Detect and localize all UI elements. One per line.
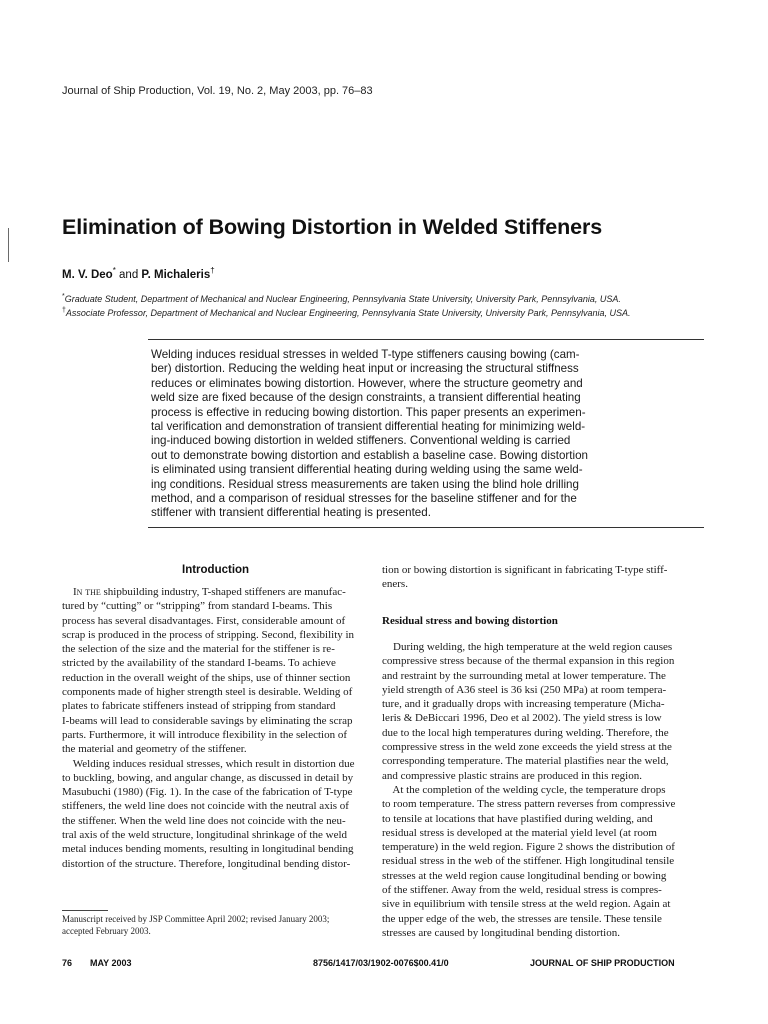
footer-article-code: 8756/1417/03/1902-0076$00.41/0 (313, 958, 449, 968)
abstract-line: reduces or eliminates bowing distortion. However, where the structure geometry and (151, 376, 583, 390)
body-line: the upper edge of the web, the stresses are tensile. These tensile (382, 912, 662, 925)
author-mark: * (112, 266, 116, 275)
body-line: residual stress is developed at the material yield level (at room (382, 826, 657, 839)
abstract (151, 348, 703, 521)
body-line-text: shipbuilding industry, T-shaped stiffeners are manufac- (100, 586, 346, 598)
abstract-line: ing conditions. Residual stress measurements are taken using the blind hole drilling (151, 477, 579, 491)
affiliation-mark: * (62, 293, 65, 300)
body-line: scrap is produced in the process of stripping. Second, flexibility in (62, 628, 355, 641)
body-line: residual stress in the web of the stiffener. High longitudinal tensile (382, 855, 675, 868)
body-line: yield strength of A36 steel is 36 ksi (250 MPa) at room tempera- (382, 683, 667, 696)
author-name: P. Michaleris (141, 268, 211, 281)
footnote-line: accepted February 2003. (62, 926, 151, 936)
section-heading-residual-stress: Residual stress and bowing distortion (382, 615, 558, 627)
body-line (62, 585, 355, 599)
abstract-line: process is effective in reducing bowing distortion. This paper presents an experimen- (151, 405, 586, 419)
body-line: parts. Furthermore, it will introduce flexibility in the selection of (62, 728, 348, 741)
body-line: and restraint by the surrounding metal at lower temperature. The (382, 669, 666, 682)
body-line: leris & DeBiccari 1996, Deo et al 2002). The yield stress is low (382, 712, 662, 725)
introduction-continuation (382, 563, 667, 592)
body-line: stresses are caused by longitudinal bending distortion. (382, 926, 620, 939)
body-line: stresses at the weld region cause longitudinal bending or bowing (382, 869, 667, 882)
body-line: process has several disadvantages. First, considerable amount of (62, 614, 346, 627)
body-line: stricted by the availability of the standard I-beams. To achieve (62, 657, 336, 670)
body-line: the selection of the size and the material for the stiffener is re- (62, 643, 335, 656)
abstract-line: weld size are fixed because of the design constraints, a transient differential heating (151, 391, 581, 405)
body-line: compressive stress in the weld zone exceeds the yield stress at the (382, 741, 672, 754)
body-line: and compressive plastic strains are produced in this region. (382, 769, 642, 782)
abstract-line: stiffener with transient differential heating is presented. (151, 506, 431, 520)
body-line: to room temperature. The stress pattern reverses from compressive (382, 798, 676, 811)
abstract-line: tal verification and demonstration of transient differential heating for minimizing weld- (151, 420, 586, 434)
author-name: M. V. Deo (62, 268, 113, 281)
affiliation (62, 307, 631, 318)
author-joiner: and (115, 268, 142, 281)
body-line: compressive stress because of the thermal expansion in this region (382, 655, 675, 668)
body-line: of the stiffener. Away from the weld, residual stress is compres- (382, 884, 662, 897)
journal-citation: Journal of Ship Production, Vol. 19, No. 2, May 2003, pp. 76–83 (62, 85, 373, 97)
body-line: plates to fabricate stiffeners instead of stripping from standard (62, 700, 336, 713)
abstract-bottom-rule (148, 527, 704, 528)
body-line: tral axis of the weld structure, longitudinal shrinkage of the weld (62, 829, 348, 842)
body-line: sive in equilibrium with tensile stress at the weld region. Again at (382, 898, 671, 911)
body-line: the material and geometry of the stiffener. (62, 743, 247, 756)
footer-page-number: 76 (62, 958, 73, 968)
body-line: I-beams will lead to considerable savings by eliminating the scrap (62, 714, 353, 727)
footnote-line: Manuscript received by JSP Committee April 2002; revised January 2003; (62, 914, 330, 924)
abstract-top-rule (148, 339, 704, 340)
author-line (62, 266, 215, 281)
body-line: eners. (382, 578, 408, 591)
body-line: reduction in the overall weight of the ships, use of thinner section (62, 671, 351, 684)
affiliation (62, 293, 621, 304)
abstract-line: ing-induced bowing distortion in welded stiffeners. Conventional welding is carried (151, 434, 571, 448)
abstract-line: method, and a comparison of residual stresses for the baseline stiffener and for the (151, 492, 577, 506)
footnote-rule (62, 910, 108, 911)
body-line: Welding induces residual stresses, which result in distortion due (62, 757, 355, 770)
body-line: At the completion of the welding cycle, the temperature drops (382, 783, 666, 796)
body-line: the stiffener. When the weld line does not coincide with the neu- (62, 814, 346, 827)
paper-title: Elimination of Bowing Distortion in Welded Stiffeners (62, 215, 603, 239)
author-mark: † (210, 266, 215, 275)
body-line: components made of higher strength steel is desirable. Welding of (62, 686, 353, 699)
affiliation-text: Graduate Student, Department of Mechanical and Nuclear Engineering, Pennsylvania State University, University Park, Pennsylvania, USA. (64, 294, 621, 304)
footer-journal-name: JOURNAL OF SHIP PRODUCTION (530, 958, 675, 968)
body-line: to buckling, bowing, and angular change, as discussed in detail by (62, 771, 354, 784)
lead-in-small-caps: In the (73, 586, 101, 598)
residual-stress-body (382, 640, 675, 940)
body-line: temperature) in the weld region. Figure 2 shows the distribution of (382, 841, 675, 854)
scan-edge-mark (8, 228, 9, 262)
manuscript-footnote (62, 913, 329, 937)
affiliation-text: Associate Professor, Department of Mechanical and Nuclear Engineering, Pennsylvania State University, University Park, Pennsylvania, USA. (65, 308, 631, 318)
footer-date: MAY 2003 (90, 958, 132, 968)
abstract-line: out to demonstrate bowing distortion and establish a baseline case. Bowing distortion (151, 448, 588, 462)
abstract-line: is eliminated using transient differential heating during welding using the same weld- (151, 463, 583, 477)
section-heading-introduction: Introduction (182, 564, 250, 576)
body-line: tion or bowing distortion is significant in fabricating T-type stiff- (382, 564, 668, 576)
abstract-line: Welding induces residual stresses in welded T-type stiffeners causing bowing (cam- (151, 348, 580, 361)
abstract-line: ber) distortion. Reducing the welding heat input or increasing the structural stiffness (151, 362, 579, 376)
body-line: to tensile at locations that have plastified during welding, and (382, 812, 653, 825)
body-line: ture, and it gradually drops with increasing temperature (Micha- (382, 698, 665, 711)
introduction-body (62, 585, 355, 871)
affiliation-mark: † (62, 307, 66, 314)
body-line: Masubuchi (1980) (Fig. 1). In the case of the fabrication of T-type (62, 786, 353, 799)
body-line: stiffeners, the weld line does not coincide with the neutral axis of (62, 800, 349, 813)
body-line: due to the local high temperatures during welding. Therefore, the (382, 726, 669, 739)
body-line: metal induces bending moments, resulting in longitudinal bending (62, 843, 354, 856)
body-line: tured by “cutting” or “stripping” from standard I-beams. This (62, 600, 333, 613)
body-line: During welding, the high temperature at the weld region causes (382, 641, 673, 653)
body-line: distortion of the structure. Therefore, longitudinal bending distor- (62, 857, 351, 870)
body-line: corresponding temperature. The material plastifies near the weld, (382, 755, 669, 768)
